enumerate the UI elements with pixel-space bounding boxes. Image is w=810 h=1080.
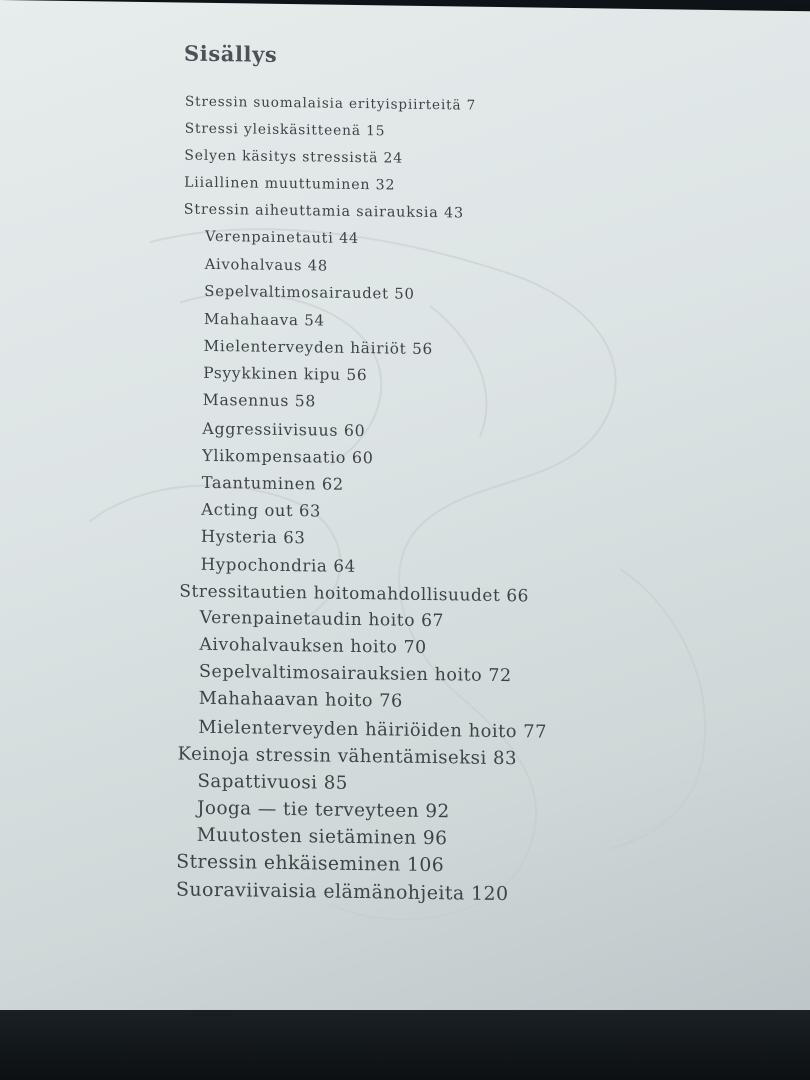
toc-subsection: Mahahaavan hoito 76 (198, 689, 403, 713)
toc-subsection: Taantuminen 62 (201, 472, 344, 494)
toc-title: Sisällys (184, 40, 278, 67)
toc-subsection: Muutosten sietäminen 96 (196, 824, 448, 850)
toc-chapter: Liiallinen muuttuminen 32 (184, 174, 396, 194)
toc-subsection: Hypochondria 64 (200, 553, 356, 576)
toc-subsection: Aivohalvauksen hoito 70 (199, 634, 427, 659)
toc-chapter: Suoraviivaisia elämänohjeita 120 (176, 878, 509, 906)
toc-subsection: Mielenterveyden häiriöiden hoito 77 (198, 716, 547, 743)
toc-chapter: Stressi yleiskäsitteenä 15 (184, 120, 386, 139)
toc-chapter: Keinoja stressin vähentämiseksi 83 (177, 743, 517, 769)
toc-subsection: Ylikompensaatio 60 (202, 445, 374, 467)
toc-subsection: Sapattivuosi 85 (197, 770, 348, 794)
toc-subsection: Hysteria 63 (200, 526, 306, 548)
toc-subsection: Verenpainetaudin hoito 67 (199, 607, 444, 632)
toc-chapter: Stressin suomalaisia erityispiirteitä 7 (185, 93, 477, 114)
toc-subsection: Acting out 63 (201, 499, 322, 521)
toc-subsection: Mielenterveyden häiriöt 56 (203, 337, 433, 359)
toc-subsection: Verenpainetauti 44 (205, 228, 360, 247)
toc-chapter: Selyen käsitys stressistä 24 (184, 147, 403, 167)
toc-subsection: Jooga — tie terveyteen 92 (197, 797, 450, 822)
toc-subsection: Psyykkinen kipu 56 (203, 364, 368, 385)
toc-subsection: Masennus 58 (202, 391, 317, 411)
toc-subsection: Aggressiivisuus 60 (202, 418, 366, 440)
toc-subsection: Sepelvaltimosairaudet 50 (204, 282, 415, 303)
toc-subsection: Aivohalvaus 48 (204, 255, 328, 275)
toc-chapter: Stressin aiheuttamia sairauksia 43 (183, 201, 464, 222)
toc-subsection: Mahahaava 54 (204, 310, 325, 330)
toc-chapter: Stressin ehkäiseminen 106 (176, 851, 445, 877)
toc-subsection: Sepelvaltimosairauksien hoito 72 (199, 662, 512, 687)
dark-background-below-page (0, 1010, 810, 1080)
toc-chapter: Stressitautien hoitomahdollisuudet 66 (179, 580, 529, 606)
